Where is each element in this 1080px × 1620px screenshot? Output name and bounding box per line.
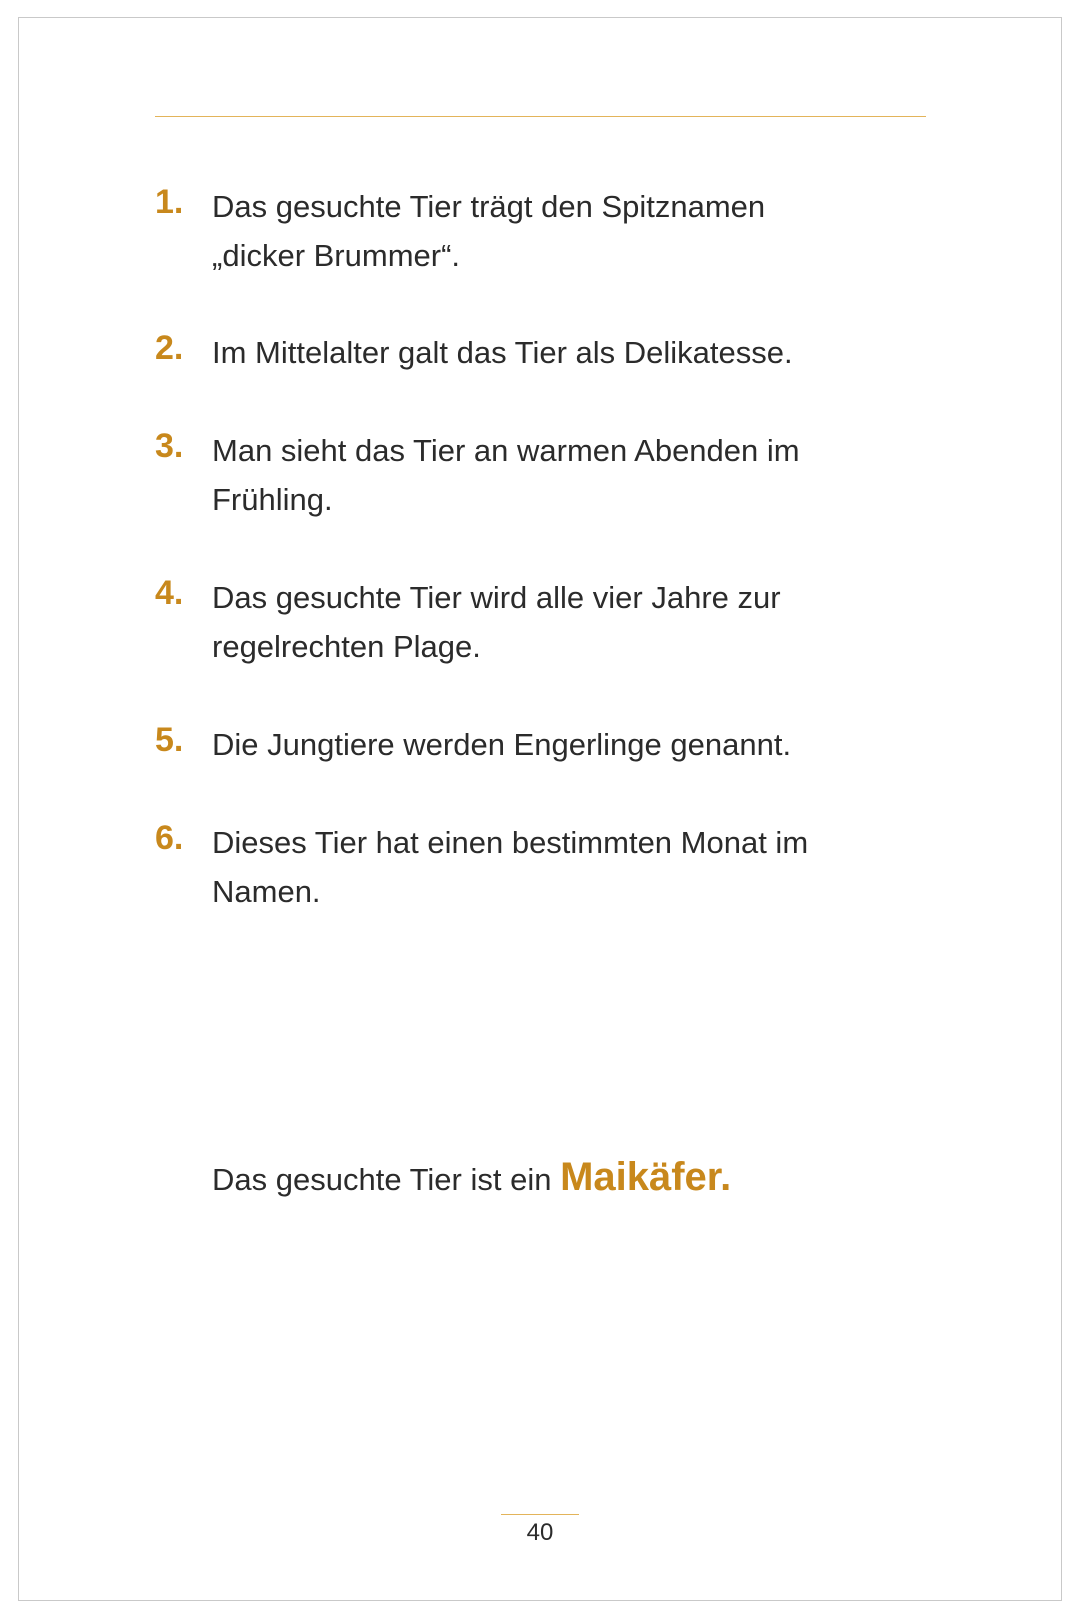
answer-line bbox=[212, 1155, 731, 1200]
clue-text: Im Mittelalter galt das Tier als Delikatesse. bbox=[212, 335, 793, 370]
clue-text: Das gesuchte Tier wird alle vier Jahre zur regelrechten Plage. bbox=[212, 580, 781, 664]
clue-number: 6. bbox=[155, 819, 184, 857]
clue-number: 3. bbox=[155, 427, 184, 465]
clue-text: Die Jungtiere werden Engerlinge genannt. bbox=[212, 727, 792, 762]
clue-number: 4. bbox=[155, 574, 184, 612]
clue-number: 1. bbox=[155, 183, 184, 221]
clue-text: Das gesuchte Tier trägt den Spitznamen „dicker Brummer“. bbox=[212, 189, 766, 273]
answer-lead: Das gesuchte Tier ist ein bbox=[212, 1162, 561, 1197]
header-rule bbox=[155, 116, 926, 117]
clue-number: 5. bbox=[155, 721, 184, 759]
clue-text: Dieses Tier hat einen bestimmten Monat im Namen. bbox=[212, 825, 809, 909]
page-number: 40 bbox=[526, 1519, 554, 1546]
footer-rule bbox=[501, 1514, 579, 1515]
clue-text: Man sieht das Tier an warmen Abenden im Frühling. bbox=[212, 433, 800, 517]
answer-word: Maikäfer. bbox=[560, 1155, 732, 1199]
clue-number: 2. bbox=[155, 329, 184, 367]
